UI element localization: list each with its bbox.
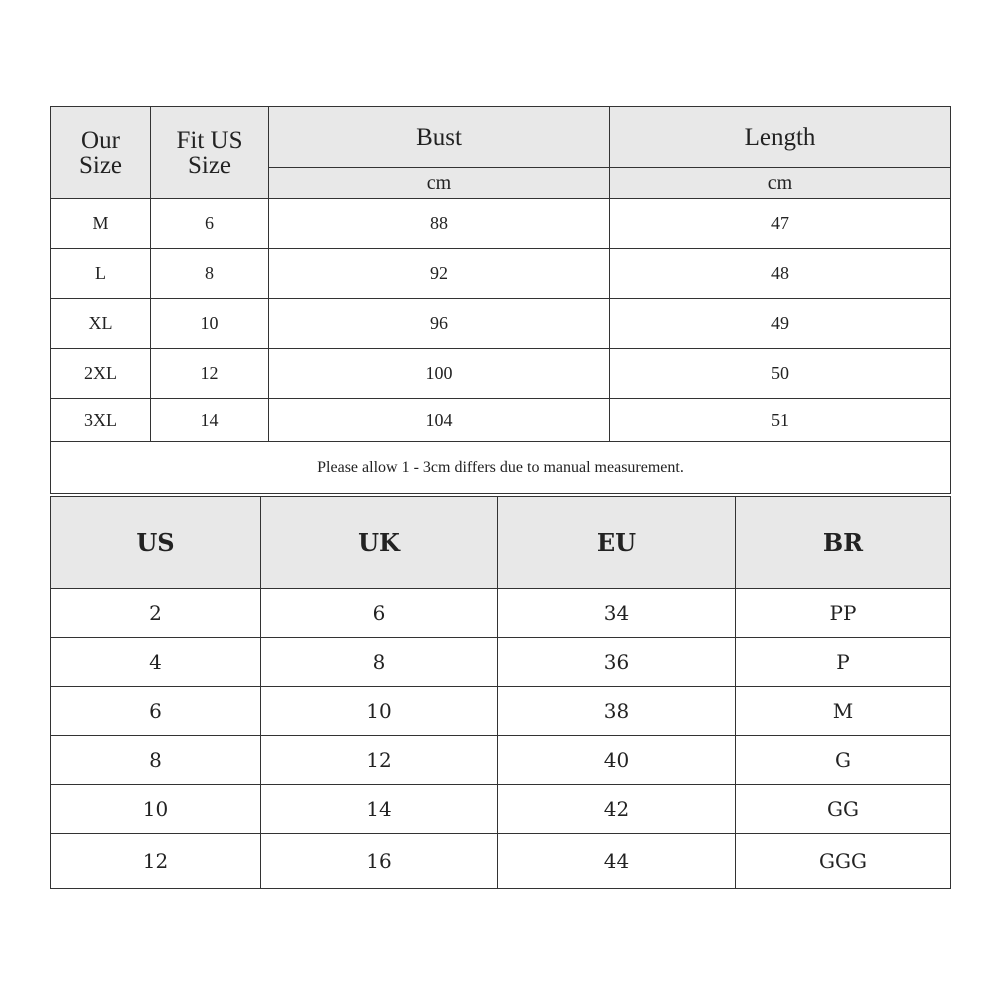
cell-uk: 6 — [261, 589, 498, 638]
table-row — [51, 589, 951, 638]
header-eu: EU — [498, 497, 736, 589]
table-row — [51, 249, 951, 299]
cell-bust: 88 — [269, 199, 610, 249]
header-fit-us-size: Fit US Size — [151, 107, 269, 199]
cell-eu: 40 — [498, 736, 736, 785]
header-us: US — [51, 497, 261, 589]
table-row — [51, 736, 951, 785]
cell-fit-us-size: 8 — [151, 249, 269, 299]
cell-br: PP — [736, 589, 951, 638]
cell-us: 2 — [51, 589, 261, 638]
table-row — [51, 349, 951, 399]
header-length-unit: cm — [610, 168, 951, 199]
cell-br: GG — [736, 785, 951, 834]
cell-bust: 104 — [269, 399, 610, 442]
table-row — [51, 299, 951, 349]
cell-eu: 36 — [498, 638, 736, 687]
cell-uk: 16 — [261, 834, 498, 889]
cell-uk: 10 — [261, 687, 498, 736]
cell-uk: 12 — [261, 736, 498, 785]
size-chart-table — [50, 106, 951, 494]
cell-us: 4 — [51, 638, 261, 687]
cell-length: 49 — [610, 299, 951, 349]
table-row — [51, 199, 951, 249]
cell-br: M — [736, 687, 951, 736]
cell-length: 50 — [610, 349, 951, 399]
cell-br: GGG — [736, 834, 951, 889]
table-row — [51, 399, 951, 442]
cell-us: 8 — [51, 736, 261, 785]
cell-eu: 42 — [498, 785, 736, 834]
cell-us: 12 — [51, 834, 261, 889]
cell-fit-us-size: 12 — [151, 349, 269, 399]
header-our-size: Our Size — [51, 107, 151, 199]
header-bust-unit: cm — [269, 168, 610, 199]
cell-our-size: 3XL — [51, 399, 151, 442]
cell-bust: 100 — [269, 349, 610, 399]
header-bust: Bust — [269, 107, 610, 168]
cell-br: P — [736, 638, 951, 687]
header-length: Length — [610, 107, 951, 168]
cell-uk: 8 — [261, 638, 498, 687]
table-row — [51, 834, 951, 889]
cell-fit-us-size: 14 — [151, 399, 269, 442]
cell-eu: 44 — [498, 834, 736, 889]
header-uk: UK — [261, 497, 498, 589]
measurement-note: Please allow 1 - 3cm differs due to manual measurement. — [51, 442, 951, 494]
cell-our-size: M — [51, 199, 151, 249]
header-br: BR — [736, 497, 951, 589]
table-row — [51, 687, 951, 736]
table-row — [51, 785, 951, 834]
cell-our-size: 2XL — [51, 349, 151, 399]
cell-length: 48 — [610, 249, 951, 299]
cell-fit-us-size: 6 — [151, 199, 269, 249]
cell-bust: 96 — [269, 299, 610, 349]
cell-br: G — [736, 736, 951, 785]
cell-us: 10 — [51, 785, 261, 834]
cell-eu: 38 — [498, 687, 736, 736]
cell-bust: 92 — [269, 249, 610, 299]
cell-uk: 14 — [261, 785, 498, 834]
cell-our-size: XL — [51, 299, 151, 349]
cell-length: 47 — [610, 199, 951, 249]
size-conversion-table — [50, 496, 951, 889]
cell-us: 6 — [51, 687, 261, 736]
cell-length: 51 — [610, 399, 951, 442]
table-row — [51, 638, 951, 687]
cell-fit-us-size: 10 — [151, 299, 269, 349]
cell-our-size: L — [51, 249, 151, 299]
cell-eu: 34 — [498, 589, 736, 638]
